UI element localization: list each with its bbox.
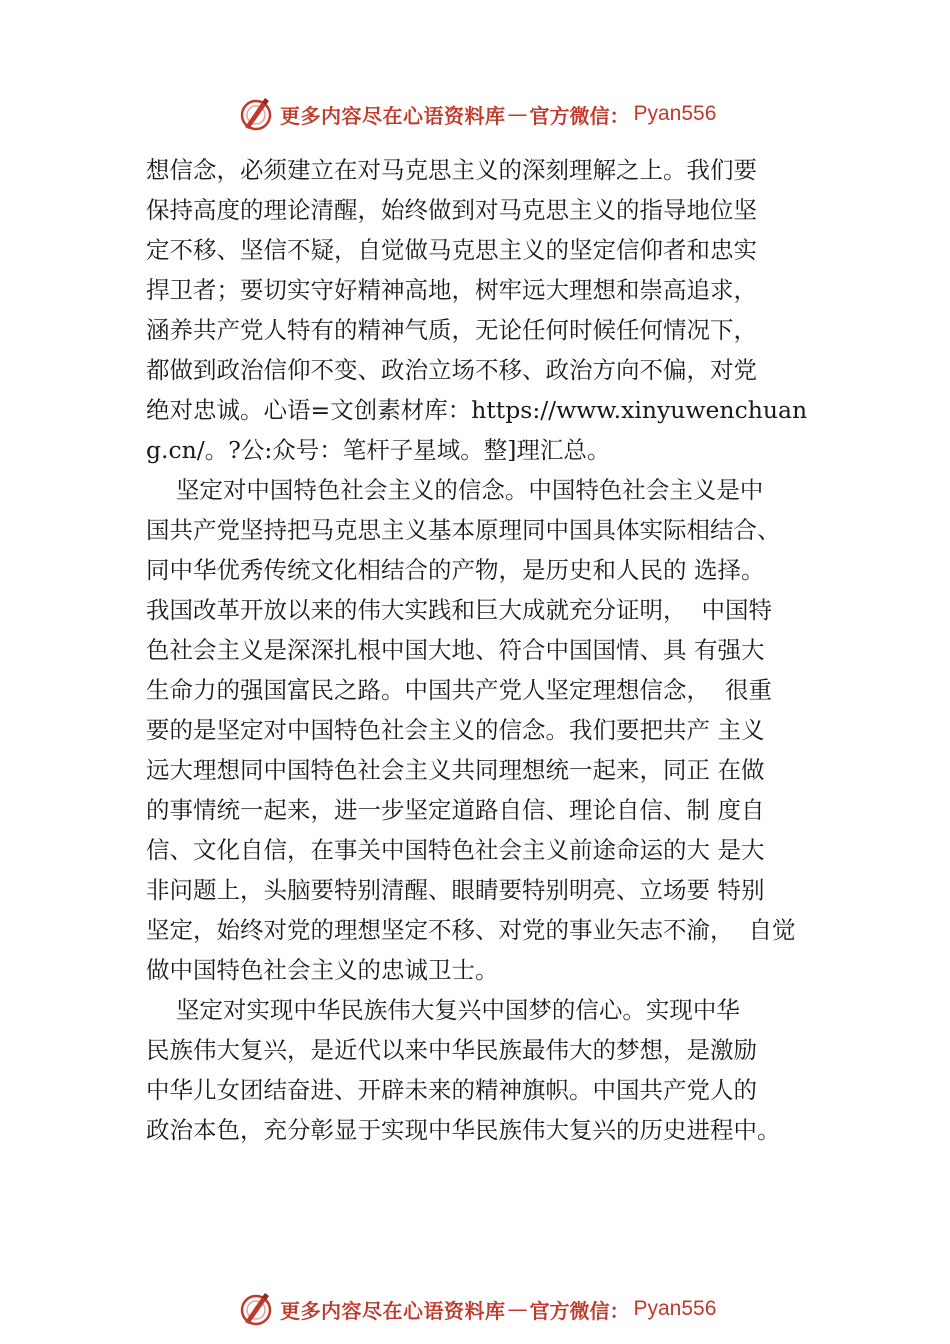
- text-line: 政治本色，充分彰显于实现中华民族伟大复兴的历史进程中。: [146, 1116, 781, 1144]
- header-brand: 更多内容尽在心语资料库: [280, 103, 506, 128]
- text-line: 色社会主义是深深扎根中国大地、符合中国国情、具 有强大: [146, 636, 765, 664]
- text-line: 坚定对实现中华民族伟大复兴中国梦的信心。实现中华: [146, 996, 740, 1024]
- header-dash: —: [507, 102, 528, 126]
- header-banner: [236, 94, 716, 134]
- footer-brand: 更多内容尽在心语资料库: [280, 1298, 506, 1323]
- text-line: 想信念，必须建立在对马克思主义的深刻理解之上。我们要: [146, 156, 757, 184]
- footer-wechat-label: 官方微信：: [529, 1298, 630, 1323]
- text-line: 做中国特色社会主义的忠诚卫士。: [146, 956, 499, 984]
- text-line: 都做到政治信仰不变、政治立场不移、政治方向不偏，对党: [146, 356, 757, 384]
- text-line: 定不移、坚信不疑，自觉做马克思主义的坚定信仰者和忠实: [146, 236, 757, 264]
- text-line: g.cn/。?公:众号：笔杆子星域。整]理汇总。: [146, 436, 611, 464]
- text-line: 信、文化自信，在事关中国特色社会主义前途命运的大 是大: [146, 836, 765, 864]
- text-line: 捍卫者；要切实守好精神高地，树牢远大理想和崇高追求，: [146, 276, 757, 304]
- text-line: 同中华优秀传统文化相结合的产物，是历史和人民的 选择。: [146, 556, 765, 584]
- header-wechat-label: 官方微信：: [529, 103, 630, 128]
- text-line: 要的是坚定对中国特色社会主义的信念。我们要把共产 主义: [146, 716, 765, 744]
- footer-dash: —: [507, 1297, 528, 1321]
- text-line: 坚定对中国特色社会主义的信念。中国特色社会主义是中: [146, 476, 764, 504]
- text-line: 的事情统一起来，进一步坚定道路自信、理论自信、制 度自: [146, 796, 765, 824]
- text-line: 民族伟大复兴，是近代以来中华民族最伟大的梦想，是激励: [146, 1036, 757, 1064]
- text-line: 非问题上，头脑要特别清醒、眼睛要特别明亮、立场要 特别: [146, 876, 765, 904]
- text-line: 涵养共产党人特有的精神气质，无论任何时候任何情况下，: [146, 316, 757, 344]
- text-line: 绝对忠诚。心语=文创素材库：https://www.xinyuwenchuan: [146, 396, 808, 424]
- pen-logo-icon: [236, 1289, 276, 1329]
- text-line: 保持高度的理论清醒，始终做到对马克思主义的指导地位坚: [146, 196, 757, 224]
- footer-banner: [236, 1289, 716, 1329]
- text-line: 国共产党坚持把马克思主义基本原理同中国具体实际相结合、: [146, 516, 781, 544]
- text-line: 中华儿女团结奋进、开辟未来的精神旗帜。中国共产党人的: [146, 1076, 757, 1104]
- pen-logo-icon: [236, 94, 276, 134]
- text-line: 我国改革开放以来的伟大实践和巨大成就充分证明， 中国特: [146, 596, 772, 624]
- text-line: 远大理想同中国特色社会主义共同理想统一起来，同正 在做: [146, 756, 765, 784]
- text-line: 坚定，始终对党的理想坚定不移、对党的事业矢志不渝， 自觉: [146, 916, 796, 944]
- footer-wechat-id: Pyan556: [633, 1297, 717, 1320]
- header-wechat-id: Pyan556: [633, 102, 717, 125]
- text-line: 生命力的强国富民之路。中国共产党人坚定理想信念， 很重: [146, 676, 772, 704]
